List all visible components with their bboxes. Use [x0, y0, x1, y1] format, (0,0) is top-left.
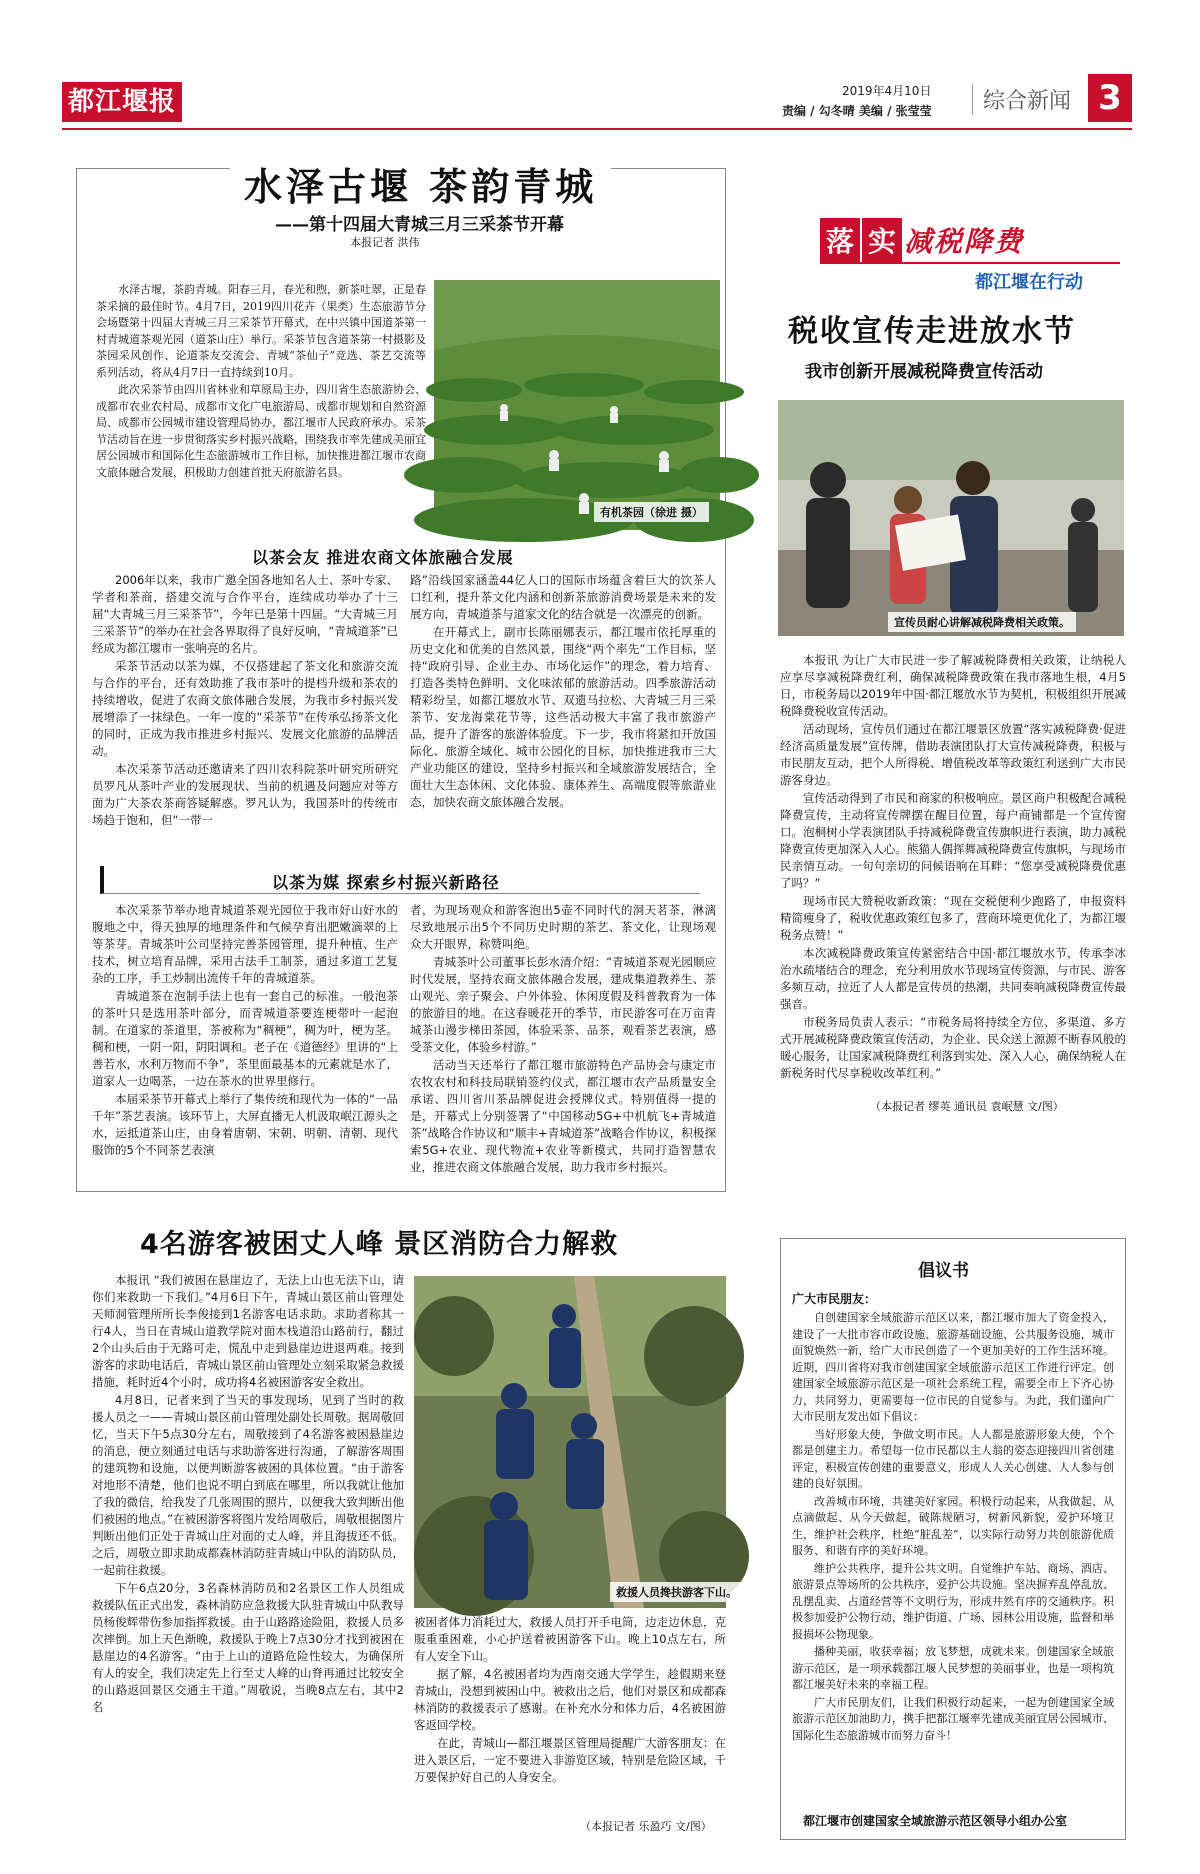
proposal-body	[792, 1310, 1114, 1806]
tax-article-body	[780, 652, 1126, 1080]
paragraph: 活动当天还举行了都江堰市旅游特色产品协会与康定市农牧农村和科技局联销签约仪式，都江堰市农产品质量安全承诺、四川省川茶品牌促进会授牌仪式。特别值得一提的是，开幕式上分别签署了“中国移动5G+中机航飞+青城道茶”战略合作协议和“顺丰+青城道茶”战略合作协议，积极探索5G+农业、现代物流+农业等新模式，共同打造智慧农业，推进农商文体旅融合发展，助力我市乡村振兴。	[410, 1058, 716, 1174]
rescue-article-title: 4名游客被困丈人峰 景区消防合力解救	[140, 1229, 619, 1260]
paragraph: 据了解，4名被困者均为西南交通大学学生，趁假期来登青城山，没想到被困山中。被救出之后，他们对景区和成都森林消防的救援表示了感谢。在补充水分和体力后，4名被困游客返回学校。	[414, 1667, 726, 1732]
tea-subhead-1: 以茶会友 推进农商文体旅融合发展	[252, 548, 514, 567]
banner-divider	[820, 262, 1120, 264]
tea-photo-caption: 有机茶园（徐进 摄）	[594, 502, 709, 522]
paragraph: 者，为现场观众和游客泡出5壶不同时代的洞天茗茶，淋漓尽致地展示出5个不同历史时期的茶艺、茶文化，让现场观众大开眼界，称赞叫绝。	[410, 903, 716, 951]
paragraph: 青城道茶在泡制手法上也有一套自己的标准。一般泡茶的茶叶只是选用茶叶部分，而青城道茶要连梗带叶一起泡制。在道家的茶道里，茶被称为“稠梗”，稠为叶，梗为茎。稠和梗，一阴一阳，阴阳调和。老子在《道德经》里讲的“上善若水，水利万物而不争”，茶里面最基本的元素就是水了，道家人一边喝茶，一边在茶水的世界里修行。	[92, 989, 398, 1088]
tea-intro	[96, 282, 426, 532]
tea-section1-left	[92, 572, 398, 862]
rescue-right-column	[414, 1614, 726, 1814]
tea-section2-left	[92, 902, 398, 1184]
paragraph: 被困者体力消耗过大，救援人员打开手电筒，边走边休息，克服重重困难，小心护送着被困游客下山。晚上10点左右，所有人安全下山。	[414, 1615, 726, 1663]
rescue-left-column	[92, 1272, 404, 1838]
paragraph: 维护公共秩序，提升公共文明。自觉维护车站、商场、酒店、旅游景点等场所的公共秩序，爱护公共设施。坚决摒弃乱停乱放、乱摆乱卖、占道经营等不文明行为，形成井然有序的交通秩序。积极参加爱护公物行动，维护街道、广场、园林公用设施，监督和举报损坏公物现象。	[792, 1561, 1114, 1641]
section-name: 综合新闻	[972, 84, 1071, 115]
masthead	[62, 74, 1132, 130]
page-number: 3	[1088, 74, 1132, 122]
paragraph: 现场市民大赞税收新政策：“现在交税便利少跑路了，申报资料精简瘦身了，税收优惠政策红包多了，营商环境更优化了，为都江堰税务点赞！”	[780, 894, 1126, 942]
tax-photo	[778, 400, 1124, 636]
banner-box-char: 实	[862, 218, 902, 262]
proposal-signature: 都江堰市创建国家全域旅游示范区领导小组办公室	[803, 1814, 1068, 1828]
tea-intro-paragraph: 此次采茶节由四川省林业和草原局主办，四川省生态旅游协会、成都市农业农村局、成都市文化广电旅游局、成都市规划和自然资源局、成都市公园城市建设管理局协办，都江堰市人民政府承办。采茶节活动旨在进一步贯彻落实乡村振兴战略，围绕我市率先建成美丽宜居公园城市和国际化生态旅游城市工作目标，加快推进都江堰市农商文旅体融合发展，积极助力创建首批天府旅游名县。	[96, 383, 426, 479]
rescue-photo-caption: 救援人员搀扶游客下山。	[610, 1582, 743, 1602]
banner-box-char: 落	[820, 218, 860, 262]
paragraph: 当好形象大使，争做文明市民。人人都是旅游形象大使，个个都是创建主力。希望每一位市民都以主人翁的姿态迎接四川省创建评定，积极宣传创建的重要意义，形成人人关心创建、人人参与创建的良好氛围。	[792, 1427, 1114, 1490]
paragraph: 宣传活动得到了市民和商家的积极响应。景区商户积极配合减税降费宣传，主动将宣传牌摆在醒目位置，每户商铺都是一个宣传窗口。泡桐树小学表演团队手持减税降费宣传旗帜进行表演，助力减税降费宣传更加深入人心。熊猫人偶挥舞减税降费宣传旗帜，与现场市民亲情互动。一句句亲切的问候语响在耳畔：“您享受减税降费优惠了吗？”	[780, 791, 1126, 890]
tea-article-title: 水泽古堰 茶韵青城	[230, 156, 611, 211]
paragraph: 采茶节活动以茶为媒，不仅搭建起了茶文化和旅游交流与合作的平台，还有效助推了我市茶叶的提档升级和茶农的持续增收，促进了农商文旅体融合发展，为我市乡村振兴发展增添了一抹绿色。一年一度的“采茶节”在传承弘扬茶文化的同时，正成为我市推进乡村振兴、发展文化旅游的品牌活动。	[92, 659, 398, 758]
tax-photo-illustration	[778, 400, 1124, 636]
paragraph: 自创建国家全域旅游示范区以来，都江堰市加大了资金投入，建设了一大批市容市政设施、旅游基础设施、公共服务设施，城市面貌焕然一新，给广大市民创造了一个更加美好的工作生活环境。近期，四川省将对我市创建国家全域旅游示范区工作进行评定。创建国家全域旅游示范区是一项社会系统工程，需要全市上下齐心协力，共同努力，更需要每一位市民的自觉参与。为此，我们谨向广大市民朋友发出如下倡议：	[792, 1311, 1114, 1423]
paragraph: 青城茶叶公司董事长彭水清介绍：“青城道茶观光园顺应时代发展，坚持农商文旅体融合发展，建成集道教养生、茶山观光、亲子聚会、户外体验、休闲度假及科普教育为一体的旅游目的地。在这春暖花开的季节，市民游客可在万亩青城茶山漫步梯田茶园，体验采茶、品茶，观看茶艺表演，感受茶文化，体验乡村游。”	[410, 955, 716, 1054]
campaign-banner	[820, 218, 1024, 262]
tea-article-byline: 本报记者 洪伟	[350, 236, 420, 249]
tea-subhead-2: 以茶为媒 探索乡村振兴新路径	[272, 873, 500, 892]
proposal-title: 倡议书	[918, 1261, 969, 1281]
editors-line: 责编 / 勾冬晴 美编 / 张莹莹	[782, 104, 932, 118]
paragraph: 播种美丽，收获幸福；放飞梦想，成就未来。创建国家全域旅游示范区，是一项承载都江堰人民梦想的美丽事业，也是一项构筑都江堰美好未来的幸福工程。	[792, 1645, 1114, 1691]
tea-garden-photo	[434, 280, 720, 530]
paragraph: 改善城市环境，共建美好家园。积极行动起来，从我做起、从点滴做起、从今天做起，破陈规陋习，树新风新貌，爱护环境卫生，维护社会秩序，杜绝“脏乱差”，以实际行动努力共创旅游优质服务、和谐有序的美好环境。	[792, 1494, 1114, 1557]
paragraph: 本次采茶节活动还邀请来了四川农科院茶叶研究所研究员罗凡从茶叶产业的发展现状、当前的机遇及问题应对等方面为广大茶农茶商答疑解惑。罗凡认为，我国茶叶的传统市场趋于饱和，但“一带一	[92, 762, 398, 827]
paragraph: 本报讯 “我们被困在悬崖边了，无法上山也无法下山，请你们来救助一下我们。”4月6日下午，青城山景区前山管理处天师洞管理所所长李俊接到1名游客电话求助。求助者称其一行4人，当日在青城山道教学院对面木栈道沿山路前行，翻过2个山头后由于无路可走，慌乱中走到悬崖边进退两难。接到游客的求助电话后，青城山景区前山管理处立刻采取紧急救援措施，耗时近4个小时，成功将4名被困游客安全救出。	[92, 1273, 404, 1389]
paragraph: 在此，青城山—都江堰景区管理局提醒广大游客朋友：在进入景区后，一定不要进入非游览区域，特别是危险区域，千万要保护好自己的人身安全。	[414, 1736, 726, 1784]
tea-article-subtitle: ——第十四届大青城三月三采茶节开幕	[275, 215, 564, 235]
paragraph: 市税务局负责人表示：“市税务局将持续全方位、多渠道、多方式开展减税降费政策宣传活动，为企业、民众送上源源不断春风般的暖心服务，让国家减税降费红利落到实处、深入人心，确保纳税人在新税务时代尽享税收改革红利。”	[780, 1015, 1126, 1080]
paragraph: 在开幕式上，副市长陈丽娜表示，都江堰市依托厚重的历史文化和优美的自然风景，围绕“两个率先”工作目标，坚持“政府引导、企业主办、市场化运作”的理念，着力培育、打造各类特色鲜明、文化味浓郁的旅游活动。四季旅游活动精彩纷呈，如都江堰放水节、双遗马拉松、大青城三月三采茶节、安龙海棠花节等，这些活动极大丰富了我市旅游产品，提升了游客的旅游体验度。下一步，我市将紧扣开放国际化、旅游全域化、城市公园化的目标，加快推进我市三大产业功能区的建设，坚持乡村振兴和全域旅游发展结合，全面壮大生态休闲、文化体验、康体养生、高端度假等旅游业态，加快农商文旅体融合发展。	[410, 625, 716, 809]
tea-section2-right	[410, 902, 716, 1184]
paragraph: 本届采茶节开幕式上举行了集传统和现代为一体的“一品千年”茶艺表演。该环节上，大屏直播无人机汲取岷江源头之水，运抵道茶山庄，由身着唐朝、宋朝、明朝、清朝、现代服饰的5个不同茶艺表演	[92, 1092, 398, 1157]
paragraph: 4月8日，记者来到了当天的事发现场，见到了当时的救援人员之一——青城山景区前山管理处副处长周敬。据周敬回忆，当天下午5点30分左右，周敬接到了4名游客被困悬崖边的消息，便立刻通过电话与求助游客进行沟通，了解游客周围的建筑物和设施，以便判断游客被困的具体位置。“由于游客对地形不清楚，他们也说不明白到底在哪里，所以我就让他加了我的微信，给我发了几张周围的照片，以便我大致判断出他们被困的地点。”在被困游客将图片发给周敬后，周敬根据图片判断出他们正处于青城山庄对面的丈人峰，并且海拔还不低。之后，周敬立即求助成都森林消防驻青城山中队的消防队员，一起前往救援。	[92, 1393, 404, 1577]
tax-article-subtitle: 我市创新开展减税降费宣传活动	[805, 362, 1043, 382]
paragraph: 2006年以来，我市广邀全国各地知名人士、茶叶专家、学者和茶商，搭建交流与合作平台，连续成功举办了十三届“大青城三月三采茶节”，今年已是第十四届。“大青城三月三采茶节”的举办在社会各界取得了良好反响，“青城道茶”已经成为都江堰市一张响亮的名片。	[92, 573, 398, 655]
newspaper-logo: 都江堰报	[62, 82, 182, 122]
tea-intro-paragraph: 水泽古堰，茶韵青城。阳春三月，春光和煦，新茶吐翠，正是春茶采摘的最佳时节。4月7日，2019四川花卉（果类）生态旅游节分会场暨第十四届大青城三月三采茶节开幕式，在中兴镇中国道茶第一村青城道茶观光园（道茶山庄）举行。采茶节包含道茶第一村摄影及茶园采风创作、论道茶友交流会、青城“茶仙子”竞选、茶艺交流等系列活动，将从4月7日一直持续到10月。	[96, 283, 426, 379]
paragraph: 广大市民朋友们，让我们积极行动起来，一起为创建国家全域旅游示范区加油助力，携手把都江堰率先建成美丽宜居公园城市、国际化生态旅游城市而努力奋斗！	[792, 1695, 1114, 1742]
tea-section1-right	[410, 572, 716, 862]
paragraph: 活动现场，宣传员们通过在都江堰景区放置“落实减税降费·促进经济高质量发展”宣传牌，借助表演团队打大宣传减税降费，积极与市民朋友互动，把个人所得税、增值税改革等政策红利送到广大市民游客身边。	[780, 722, 1126, 787]
rescue-photo	[414, 1276, 726, 1608]
paragraph: 本次采茶节举办地青城道茶观光园位于我市好山好水的腹地之中，得天独厚的地理条件和气候孕育出肥嫩滴翠的上等茶芽。青城茶叶公司坚持完善茶园管理，提升种植、生产技术，树立培育品牌，采用古法手工制茶，通过多道工艺复杂的工序，手工炒制出流传千年的青城道茶。	[92, 903, 398, 985]
rescue-illustration	[414, 1276, 726, 1608]
tax-photo-caption: 宣传员耐心讲解减税降费相关政策。	[888, 612, 1076, 632]
tea-garden-illustration	[434, 280, 720, 530]
paragraph: 本报讯 为让广大市民进一步了解减税降费相关政策，让纳税人应享尽享减税降费红利，确保减税降费政策在我市落地生根，4月5日，市税务局以2019年中国·都江堰放水节为契机，积极组织开展减税降费税收宣传活动。	[780, 653, 1126, 718]
paragraph: 下午6点20分，3名森林消防员和2名景区工作人员组成救援队伍正式出发，森林消防应急救援大队驻青城山中队教导员杨俊辉带伤参加指挥救援。由于山路路途险阻，救援人员多次摔倒。加上天色渐晚，救援队于晚上7点30分才找到被困在悬崖边的4名游客。“由于上山的道路危险性较大，为确保所有人的安全，我们决定先上行至丈人峰的山脊再通过比较安全的山路返回景区交通主干道。”周敬说，当晚8点左右，其中2名	[92, 1581, 404, 1714]
tax-byline: （本报记者 缪英 通讯员 袁岷慧 文/图）	[870, 1100, 1064, 1113]
issue-date: 2019年4月10日	[842, 84, 932, 98]
proposal-salutation: 广大市民朋友：	[792, 1292, 877, 1306]
banner-slogan: 减税降费	[904, 225, 1025, 258]
tax-article-title: 税收宣传走进放水节	[788, 314, 1076, 349]
paragraph: 本次减税降费政策宣传紧密结合中国·都江堰放水节，传承李冰治水疏堵结合的理念，充分利用放水节现场宣传资源，与市民、游客多频互动，拉近了人人都是宣传员的热潮，共同奏响减税降费宣传最强音。	[780, 946, 1126, 1011]
rescue-byline: （本报记者 乐盈巧 文/图）	[580, 1820, 712, 1833]
paragraph: 路”沿线国家涵盖44亿人口的国际市场蕴含着巨大的饮茶人口红利，提升茶文化内涵和创新茶旅游消费场景是未来的发展方向，青城道茶与道家文化的结合就是一次漂亮的创新。	[410, 573, 716, 621]
banner-subtitle: 都江堰在行动	[975, 272, 1083, 293]
